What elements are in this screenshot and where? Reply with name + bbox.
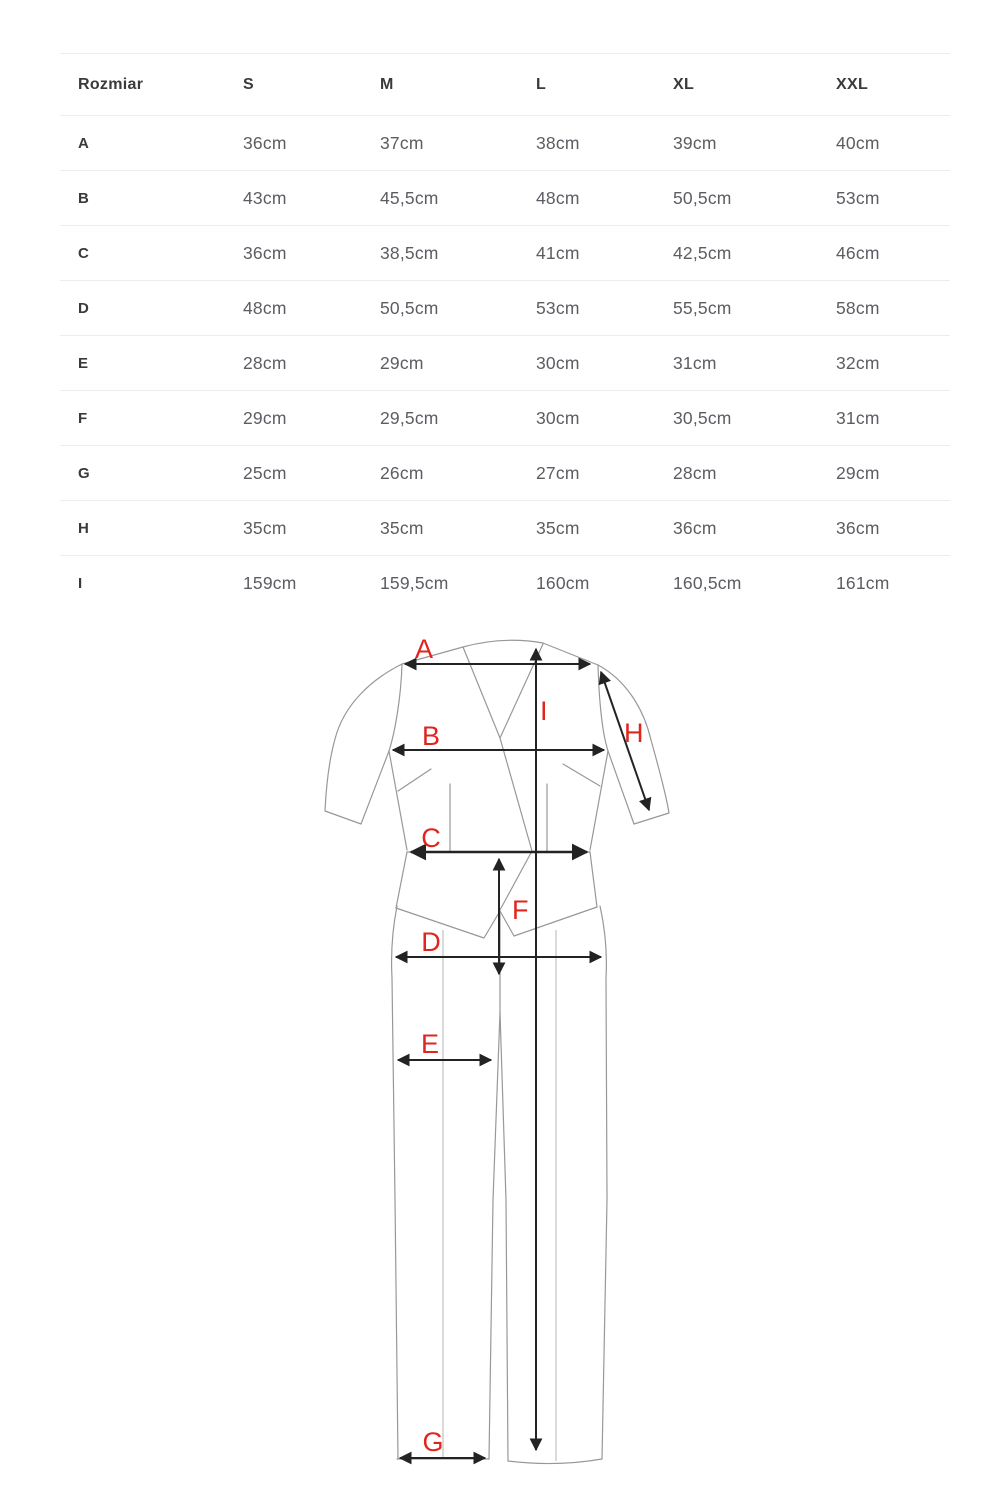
cell-a-l: 38cm [536,132,580,153]
measurement-arrows [393,649,649,1458]
pant-right-outer-seam [600,906,607,1459]
right-side-seam [590,751,608,850]
cell-d-xxl: 58cm [836,297,880,318]
right-sleeve [598,665,669,824]
column-header-s: S [243,75,254,93]
back-neckline [463,640,543,647]
pant-left-outer-seam [392,906,398,1459]
cell-h-s: 35cm [243,517,287,538]
cell-i-xxl: 161cm [836,572,890,593]
row-label-d: D [78,299,90,317]
left-bust-dart [398,769,431,791]
cell-a-s: 36cm [243,132,287,153]
cell-e-s: 28cm [243,352,287,373]
peplum-hem [396,907,597,938]
row-label-f: F [78,409,88,427]
measure-label-d: D [421,927,441,957]
cell-g-xl: 28cm [673,462,717,483]
cell-h-l: 35cm [536,517,580,538]
cell-d-s: 48cm [243,297,287,318]
table-row-h [60,501,950,556]
measure-label-f: F [512,895,529,925]
cell-c-l: 41cm [536,242,580,263]
cell-c-s: 36cm [243,242,287,263]
measure-arrow-h [601,672,649,810]
table-row-c [60,226,950,281]
measure-label-h: H [624,718,644,748]
cell-h-xxl: 36cm [836,517,880,538]
cell-h-xl: 36cm [673,517,717,538]
cell-f-s: 29cm [243,407,287,428]
cell-b-xxl: 53cm [836,187,880,208]
cell-c-m: 38,5cm [380,242,439,263]
row-label-c: C [78,244,90,262]
table-row-e [60,336,950,391]
cell-i-s: 159cm [243,572,297,593]
cell-i-l: 160cm [536,572,590,593]
row-label-h: H [78,519,90,537]
row-label-e: E [78,354,89,372]
cell-a-xl: 39cm [673,132,717,153]
size-table [60,53,950,611]
cell-i-xl: 160,5cm [673,572,742,593]
cell-h-m: 35cm [380,517,424,538]
cell-g-l: 27cm [536,462,580,483]
cell-f-xxl: 31cm [836,407,880,428]
cell-i-m: 159,5cm [380,572,449,593]
left-shoulder-seam [402,647,463,664]
column-header-l: L [536,75,547,93]
measure-label-c: C [421,823,441,853]
cell-b-l: 48cm [536,187,580,208]
cell-a-m: 37cm [380,132,424,153]
pant-right-hem [508,1459,602,1464]
right-lapel [500,644,543,738]
row-label-a: A [78,134,90,152]
right-shoulder-seam [543,643,598,665]
cell-g-xxl: 29cm [836,462,880,483]
peplum-right-side [590,852,597,907]
table-row-g [60,446,950,501]
table-row-a [60,116,950,171]
row-label-i: I [78,574,83,592]
measure-label-b: B [421,721,441,751]
left-armhole [389,664,402,751]
cell-g-m: 26cm [380,462,424,483]
cell-b-m: 45,5cm [380,187,439,208]
cell-a-xxl: 40cm [836,132,880,153]
cell-e-m: 29cm [380,352,424,373]
cell-f-xl: 30,5cm [673,407,732,428]
cell-f-l: 30cm [536,407,580,428]
cell-d-l: 53cm [536,297,580,318]
peplum-left-side [396,852,407,908]
left-sleeve [325,664,402,824]
row-label-g: G [78,464,90,482]
cell-b-s: 43cm [243,187,287,208]
cell-d-xl: 55,5cm [673,297,732,318]
measurement-labels [415,634,644,1457]
left-side-seam [389,751,407,850]
cell-c-xxl: 46cm [836,242,880,263]
column-header-m: M [380,75,394,93]
right-armhole [598,665,608,751]
pant-left-inner-seam [489,1012,500,1459]
pant-creases [443,930,556,1461]
garment-outline [325,640,669,1463]
cell-e-xxl: 32cm [836,352,880,373]
table-row-d [60,281,950,336]
cell-d-m: 50,5cm [380,297,439,318]
measure-label-a: A [414,634,434,664]
left-lapel [463,647,500,738]
cell-c-xl: 42,5cm [673,242,732,263]
column-header-rozmiar: Rozmiar [78,75,144,93]
measure-label-i: I [540,696,548,726]
pant-right-inner-seam [500,1012,508,1461]
table-row-i [60,556,950,611]
table-row-f [60,391,950,446]
cell-e-xl: 31cm [673,352,717,373]
table-row-b [60,171,950,226]
cell-e-l: 30cm [536,352,580,373]
row-label-b: B [78,189,90,207]
right-bust-dart [563,764,600,786]
measure-label-g: G [422,1427,444,1457]
size-table-header-row [60,54,950,116]
cell-f-m: 29,5cm [380,407,439,428]
column-header-xl: XL [673,75,695,93]
wrap-front-edge [500,738,532,910]
cell-g-s: 25cm [243,462,287,483]
column-header-xxl: XXL [836,75,869,93]
cell-b-xl: 50,5cm [673,187,732,208]
measure-label-e: E [420,1029,440,1059]
